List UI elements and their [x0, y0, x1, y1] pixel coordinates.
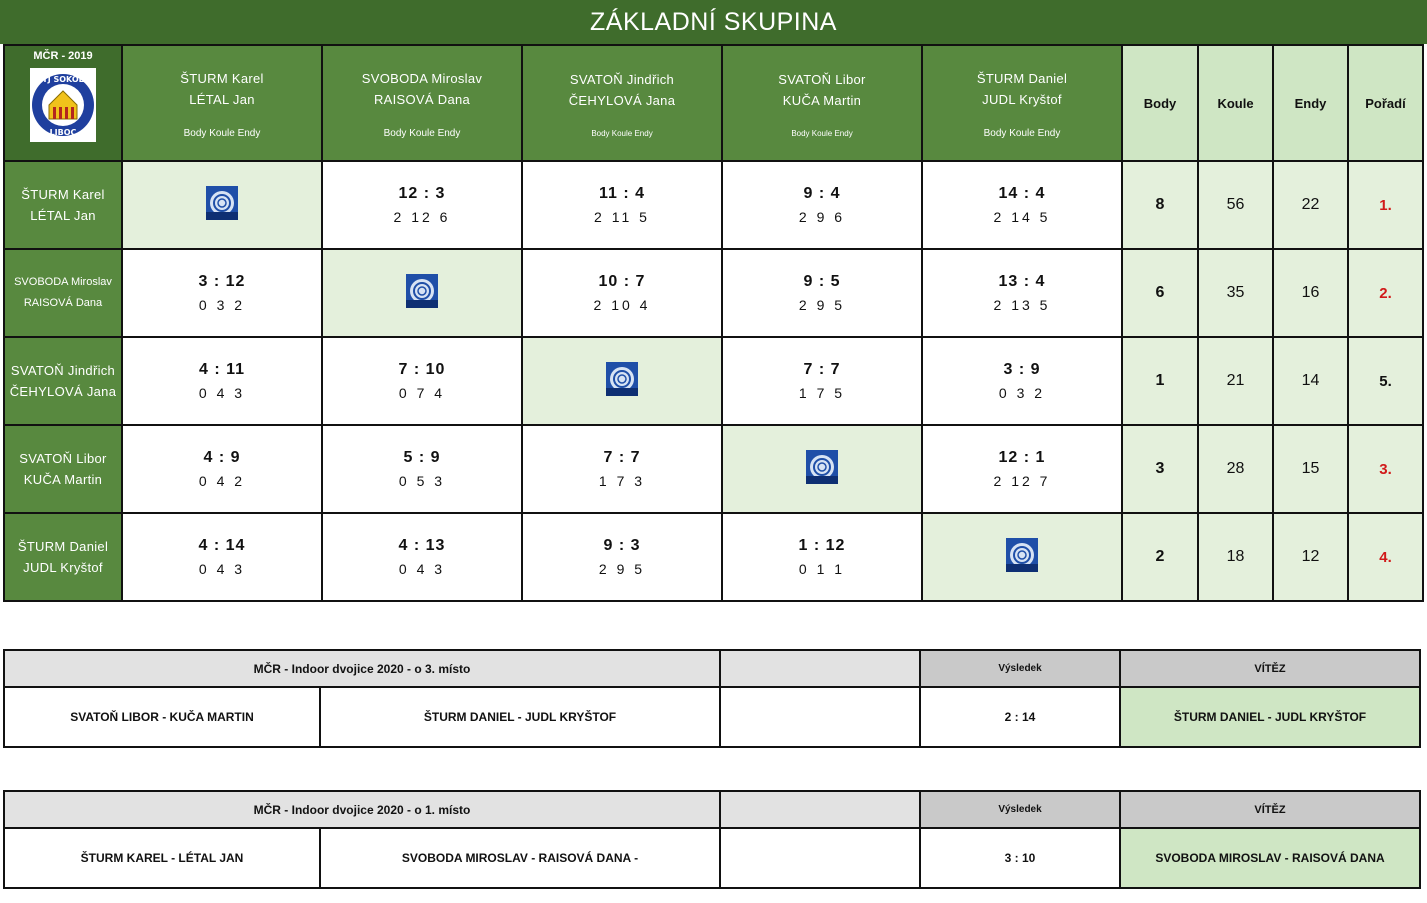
match-cell	[322, 513, 522, 601]
header-body: Body	[1122, 45, 1198, 161]
match-detail: 2 13 5	[993, 297, 1051, 313]
match-detail: 2 9 6	[798, 209, 846, 225]
match-cell	[922, 425, 1122, 513]
header-row	[4, 45, 1423, 161]
rank-value: 4.	[1348, 513, 1423, 601]
match-detail: 0 7 4	[398, 385, 446, 401]
match-score: 4 : 13	[398, 537, 446, 554]
match-cell	[322, 161, 522, 249]
column-header-1	[122, 45, 322, 161]
table-row	[4, 161, 1423, 249]
col-player-1: SVATOŇ Jindřich	[569, 71, 675, 87]
body-value: 3	[1122, 425, 1198, 513]
match-cell	[522, 161, 722, 249]
match-detail: 0 1 1	[798, 561, 846, 577]
match-score: 11 : 4	[598, 185, 646, 202]
match-score: 4 : 14	[198, 537, 246, 554]
col-player-2: RAISOVÁ Dana	[373, 91, 471, 107]
final-first-place	[3, 790, 1421, 889]
endy-value: 14	[1273, 337, 1348, 425]
row-player-1: SVOBODA Miroslav	[14, 276, 112, 288]
match-cell	[122, 513, 322, 601]
col-player-1: SVOBODA Miroslav	[361, 70, 483, 86]
match-cell	[722, 249, 922, 337]
crest-text-bottom: LIBOC	[49, 128, 77, 137]
match-detail: 1 7 3	[598, 473, 646, 489]
match-cell	[522, 425, 722, 513]
boules-logo-icon	[406, 295, 438, 312]
endy-value: 15	[1273, 425, 1348, 513]
col-player-2: LÉTAL Jan	[189, 91, 255, 107]
final-extra-header	[720, 650, 920, 687]
column-header-3	[522, 45, 722, 161]
header-poradi: Pořadí	[1348, 45, 1423, 161]
match-detail: 2 9 5	[598, 561, 646, 577]
col-player-2: KUČA Martin	[782, 92, 862, 108]
match-cell	[522, 249, 722, 337]
match-cell	[322, 425, 522, 513]
endy-value: 16	[1273, 249, 1348, 337]
column-header-2	[322, 45, 522, 161]
rank-value: 3.	[1348, 425, 1423, 513]
corner-cell	[4, 45, 122, 161]
match-score: 7 : 7	[603, 449, 641, 466]
koule-value: 56	[1198, 161, 1273, 249]
column-header-5	[922, 45, 1122, 161]
final-extra-header	[720, 791, 920, 828]
row-player-2: ČEHYLOVÁ Jana	[9, 384, 117, 399]
match-cell	[122, 249, 322, 337]
row-player-2: JUDL Kryštof	[23, 560, 103, 575]
page-title: ZÁKLADNÍ SKUPINA	[0, 0, 1427, 44]
rank-value: 2.	[1348, 249, 1423, 337]
result-header: Výsledek	[920, 791, 1120, 828]
col-sub-label: Body Koule Endy	[591, 128, 653, 138]
row-header	[4, 161, 122, 249]
match-cell	[322, 337, 522, 425]
row-header	[4, 249, 122, 337]
col-player-2: ČEHYLOVÁ Jana	[568, 92, 676, 108]
match-detail: 0 3 2	[998, 385, 1046, 401]
koule-value: 28	[1198, 425, 1273, 513]
row-player-2: KUČA Martin	[23, 472, 103, 487]
row-header	[4, 425, 122, 513]
match-detail: 0 4 2	[198, 473, 246, 489]
endy-value: 12	[1273, 513, 1348, 601]
koule-value: 18	[1198, 513, 1273, 601]
winner-header: VÍTĚZ	[1120, 791, 1420, 828]
club-crest-icon	[30, 68, 96, 142]
body-value: 6	[1122, 249, 1198, 337]
result-header: Výsledek	[920, 650, 1120, 687]
col-sub-label: Body Koule Endy	[983, 127, 1061, 139]
col-sub-label: Body Koule Endy	[791, 128, 853, 138]
match-detail: 2 11 5	[594, 209, 650, 225]
match-score: 14 : 4	[998, 185, 1046, 202]
row-player-1: SVATOŇ Jindřich	[10, 363, 116, 378]
match-score: 9 : 3	[603, 537, 641, 554]
match-cell	[122, 337, 322, 425]
koule-value: 35	[1198, 249, 1273, 337]
body-value: 8	[1122, 161, 1198, 249]
match-score: 9 : 5	[803, 273, 841, 290]
match-cell	[722, 337, 922, 425]
match-detail: 2 9 5	[798, 297, 846, 313]
match-cell	[522, 513, 722, 601]
season-label: MČR - 2019	[33, 50, 93, 62]
boules-logo-icon	[606, 383, 638, 400]
koule-value: 21	[1198, 337, 1273, 425]
final-third-place	[3, 649, 1421, 748]
final-winner: ŠTURM DANIEL - JUDL KRYŠTOF	[1120, 687, 1420, 747]
row-player-2: RAISOVÁ Dana	[23, 297, 103, 309]
final-title: MČR - Indoor dvojice 2020 - o 1. místo	[4, 791, 720, 828]
match-detail: 0 4 3	[398, 561, 446, 577]
match-cell	[722, 513, 922, 601]
match-score: 10 : 7	[598, 273, 646, 290]
endy-value: 22	[1273, 161, 1348, 249]
final-result: 3 : 10	[920, 828, 1120, 888]
col-player-1: ŠTURM Daniel	[976, 70, 1068, 86]
match-score: 7 : 7	[803, 361, 841, 378]
team-one: SVATOŇ LIBOR - KUČA MARTIN	[4, 687, 320, 747]
match-cell	[122, 425, 322, 513]
self-match-cell	[122, 161, 322, 249]
round-robin-table	[3, 44, 1424, 602]
body-value: 1	[1122, 337, 1198, 425]
table-row	[4, 337, 1423, 425]
header-koule: Koule	[1198, 45, 1273, 161]
row-header	[4, 513, 122, 601]
match-score: 4 : 9	[203, 449, 241, 466]
self-match-cell	[322, 249, 522, 337]
col-sub-label: Body Koule Endy	[383, 127, 461, 139]
winner-header: VÍTĚZ	[1120, 650, 1420, 687]
team-two: ŠTURM DANIEL - JUDL KRYŠTOF	[320, 687, 720, 747]
final-title: MČR - Indoor dvojice 2020 - o 3. místo	[4, 650, 720, 687]
boules-logo-icon	[1006, 559, 1038, 576]
column-header-4	[722, 45, 922, 161]
self-match-cell	[922, 513, 1122, 601]
match-cell	[922, 249, 1122, 337]
table-row	[4, 249, 1423, 337]
self-match-cell	[722, 425, 922, 513]
match-score: 5 : 9	[403, 449, 441, 466]
match-detail: 0 4 3	[198, 385, 246, 401]
match-score: 9 : 4	[803, 185, 841, 202]
match-score: 3 : 9	[1003, 361, 1041, 378]
final-extra-cell	[720, 687, 920, 747]
match-detail: 0 4 3	[198, 561, 246, 577]
boules-logo-icon	[806, 471, 838, 488]
match-cell	[922, 337, 1122, 425]
match-cell	[722, 161, 922, 249]
crest-text-top: TJ SOKOL	[42, 75, 84, 84]
match-detail: 2 14 5	[993, 209, 1051, 225]
match-detail: 0 3 2	[198, 297, 246, 313]
header-endy: Endy	[1273, 45, 1348, 161]
match-detail: 2 12 6	[393, 209, 451, 225]
col-player-2: JUDL Kryštof	[982, 91, 1062, 107]
match-detail: 0 5 3	[398, 473, 446, 489]
match-detail: 2 10 4	[593, 297, 651, 313]
match-score: 3 : 12	[198, 273, 246, 290]
match-score: 12 : 1	[998, 449, 1046, 466]
row-player-1: ŠTURM Daniel	[17, 539, 109, 554]
match-score: 13 : 4	[998, 273, 1046, 290]
rank-value: 5.	[1348, 337, 1423, 425]
self-match-cell	[522, 337, 722, 425]
final-extra-cell	[720, 828, 920, 888]
match-score: 1 : 12	[798, 537, 846, 554]
final-result: 2 : 14	[920, 687, 1120, 747]
match-cell	[922, 161, 1122, 249]
col-player-1: ŠTURM Karel	[180, 70, 264, 86]
boules-logo-icon	[206, 207, 238, 224]
team-two: SVOBODA MIROSLAV - RAISOVÁ DANA -	[320, 828, 720, 888]
match-score: 7 : 10	[398, 361, 446, 378]
body-value: 2	[1122, 513, 1198, 601]
final-winner: SVOBODA MIROSLAV - RAISOVÁ DANA	[1120, 828, 1420, 888]
team-one: ŠTURM KAREL - LÉTAL JAN	[4, 828, 320, 888]
row-header	[4, 337, 122, 425]
row-player-1: ŠTURM Karel	[21, 187, 105, 202]
table-row	[4, 425, 1423, 513]
col-player-1: SVATOŇ Libor	[778, 71, 866, 87]
table-row	[4, 513, 1423, 601]
match-detail: 1 7 5	[798, 385, 846, 401]
rank-value: 1.	[1348, 161, 1423, 249]
match-score: 4 : 11	[198, 361, 246, 378]
col-sub-label: Body Koule Endy	[183, 127, 261, 139]
row-player-2: LÉTAL Jan	[30, 208, 96, 223]
match-score: 12 : 3	[398, 185, 446, 202]
match-detail: 2 12 7	[993, 473, 1051, 489]
row-player-1: SVATOŇ Libor	[19, 451, 107, 466]
